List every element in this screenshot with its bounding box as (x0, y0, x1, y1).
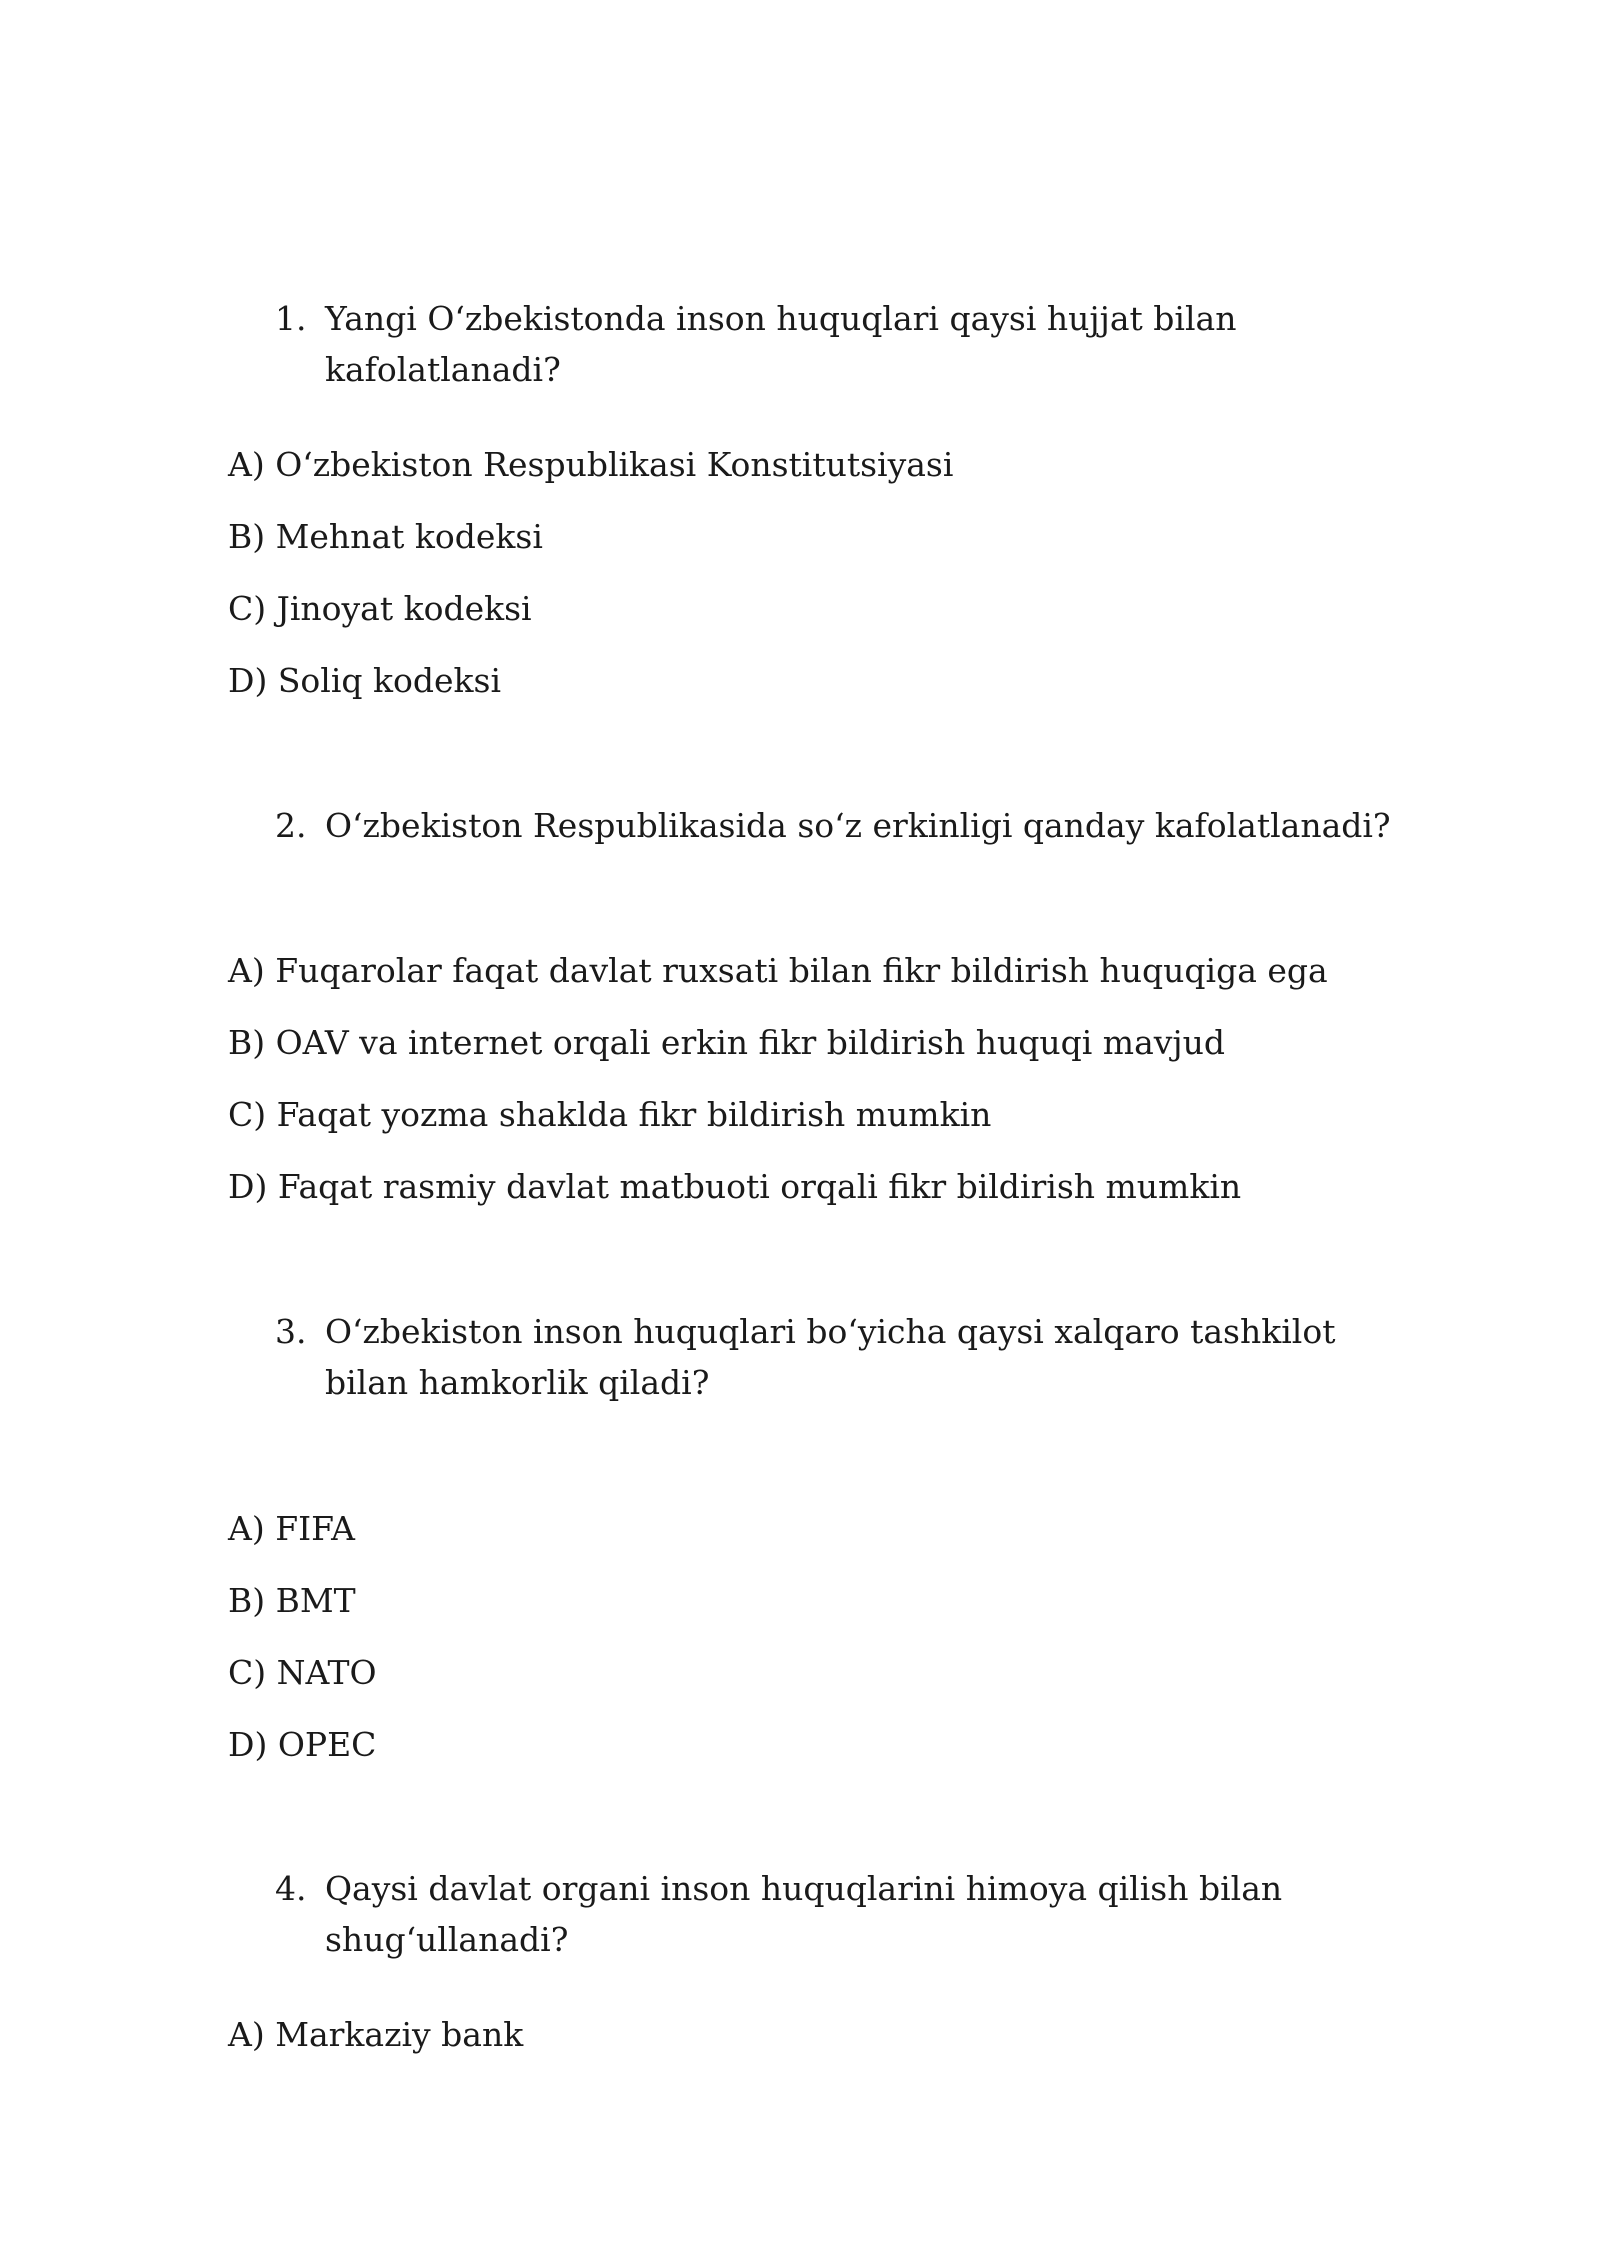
answer-option: B) BMT (228, 1581, 356, 1620)
answer-option: C) Jinoyat kodeksi (228, 589, 532, 628)
answer-option: C) Faqat yozma shaklda fikr bildirish mumkin (228, 1095, 992, 1134)
question-number: 4. (275, 1869, 307, 1908)
question-number: 2. (275, 806, 307, 845)
answer-option: A) O‘zbekiston Respublikasi Konstitutsiyasi (228, 445, 954, 484)
answer-option: A) Fuqarolar faqat davlat ruxsati bilan fikr bildirish huquqiga ega (228, 951, 1328, 990)
answer-option: B) OAV va internet orqali erkin fikr bildirish huquqi mavjud (228, 1023, 1225, 1062)
question-1 (275, 293, 1475, 395)
answer-option: B) Mehnat kodeksi (228, 517, 543, 556)
question-text: O‘zbekiston inson huquqlari bo‘yicha qaysi xalqaro tashkilot bilan hamkorlik qiladi? (325, 1312, 1336, 1402)
question-text: Qaysi davlat organi inson huquqlarini himoya qilish bilan shug‘ullanadi? (325, 1869, 1283, 1959)
answer-option: A) FIFA (228, 1509, 355, 1548)
answer-option: C) NATO (228, 1653, 377, 1692)
question-text: Yangi O‘zbekistonda inson huquqlari qaysi hujjat bilan kafolatlanadi? (325, 299, 1237, 389)
answer-option: D) OPEC (228, 1725, 377, 1764)
question-number: 3. (275, 1312, 307, 1351)
question-number: 1. (275, 299, 307, 338)
answer-option: D) Faqat rasmiy davlat matbuoti orqali fikr bildirish mumkin (228, 1167, 1242, 1206)
question-text: O‘zbekiston Respublikasida so‘z erkinligi qanday kafolatlanadi? (325, 806, 1391, 845)
answer-option: A) Markaziy bank (228, 2015, 524, 2054)
question-2 (275, 800, 1475, 851)
question-3 (275, 1306, 1355, 1408)
question-4 (275, 1863, 1475, 1965)
answer-option: D) Soliq kodeksi (228, 661, 502, 700)
